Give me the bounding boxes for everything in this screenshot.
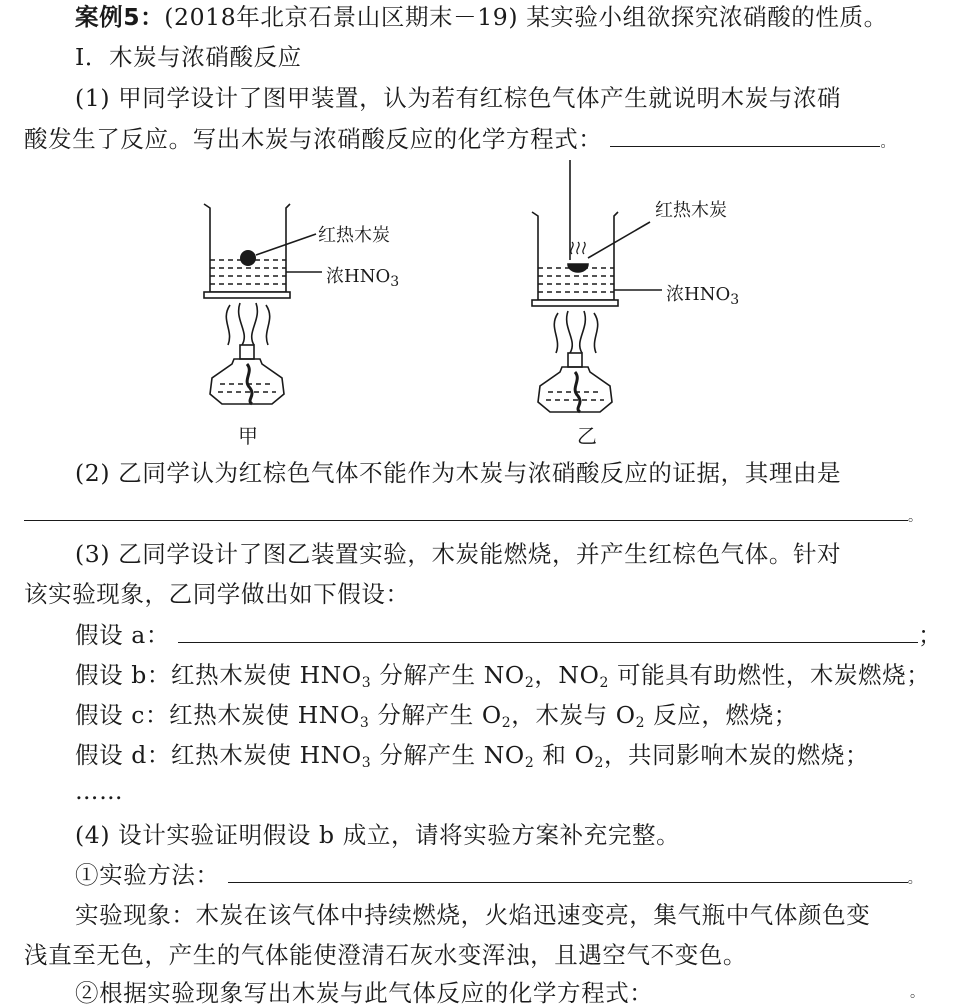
hyp-d-t0: 假设 d：红热木炭使 HNO xyxy=(75,741,362,769)
q4-phenomenon-1: 实验现象：木炭在该气体中持续燃烧，火焰迅速变亮，集气瓶中气体颜色变 xyxy=(75,901,871,929)
hypothesis-d xyxy=(75,740,930,770)
figure-label-yi: 乙 xyxy=(577,424,597,448)
q4-equation-label: ②根据实验现象写出木炭与此气体反应的化学方程式： xyxy=(75,979,654,1007)
q4-method-blank[interactable] xyxy=(228,860,908,883)
q1-text: 酸发生了反应。写出木炭与浓硝酸反应的化学方程式： xyxy=(24,125,603,153)
hyp-c-t2: 分解产生 O xyxy=(369,701,502,729)
hypothesis-a-blank[interactable] xyxy=(178,620,918,643)
q3-line2: 该实验现象，乙同学做出如下假设： xyxy=(24,580,410,608)
hyp-d-s1: 3 xyxy=(361,755,372,771)
right-acid-sub: 3 xyxy=(730,292,740,308)
hypothesis-a-label: 假设 a： xyxy=(75,621,170,649)
hyp-c-t6: 反应，燃烧； xyxy=(645,701,798,729)
q1-line2 xyxy=(24,124,930,158)
q4-equation xyxy=(75,978,930,1008)
ellipsis: …… xyxy=(75,777,124,805)
hyp-b-t2: 分解产生 NO xyxy=(371,661,525,689)
q1-answer-blank[interactable] xyxy=(610,124,880,147)
q4-equation-end: 。 xyxy=(910,985,925,1001)
left-charcoal-label: 红热木炭 xyxy=(318,225,390,246)
q4-method xyxy=(75,860,930,894)
q4-phenomenon-2: 浅直至无色，产生的气体能使澄清石灰水变浑浊，且遇空气不变色。 xyxy=(24,941,747,969)
hyp-c-s5: 2 xyxy=(635,715,646,731)
q2-period: 。 xyxy=(908,509,923,525)
hyp-d-t6: ，共同影响木炭的燃烧； xyxy=(603,741,870,769)
hypothesis-a-end: ； xyxy=(918,621,943,649)
left-acid-sub: 3 xyxy=(390,274,400,290)
hyp-b-s5: 2 xyxy=(599,675,609,691)
left-acid-label xyxy=(326,262,399,288)
hypothesis-b xyxy=(75,660,930,690)
case-source: (2018年北京石景山区期末－19) xyxy=(164,3,519,31)
q4-method-label: ①实验方法： xyxy=(75,861,220,889)
q4-line1: (4) 设计实验证明假设 b 成立，请将实验方案补充完整。 xyxy=(75,821,681,849)
hyp-b-t6: 可能具有助燃性，木炭燃烧； xyxy=(608,661,931,689)
header-line xyxy=(75,2,930,32)
hyp-c-t4: ，木炭与 O xyxy=(511,701,636,729)
q3-line1: (3) 乙同学设计了图乙装置实验，木炭能燃烧，并产生红棕色气体。针对 xyxy=(75,540,842,568)
hyp-d-s5: 2 xyxy=(594,755,604,771)
hyp-b-s1: 3 xyxy=(361,675,372,691)
hyp-c-t0: 假设 c：红热木炭使 HNO xyxy=(75,701,360,729)
hypothesis-c xyxy=(75,700,930,730)
hyp-c-s3: 2 xyxy=(501,715,512,731)
figure-label-jia: 甲 xyxy=(238,424,258,448)
q2-line1: (2) 乙同学认为红棕色气体不能作为木炭与浓硝酸反应的证据，其理由是 xyxy=(75,459,842,487)
hyp-b-t0: 假设 b：红热木炭使 HNO xyxy=(75,661,362,689)
left-acid-text: 浓HNO xyxy=(326,266,391,287)
hyp-b-t4: ，NO xyxy=(534,661,600,689)
hyp-d-s3: 2 xyxy=(524,755,535,771)
hyp-b-s3: 2 xyxy=(524,675,535,691)
hyp-c-s1: 3 xyxy=(359,715,370,731)
hypothesis-a xyxy=(75,620,943,650)
section-title: Ⅰ．木炭与浓硝酸反应 xyxy=(75,43,302,71)
case-label: 案例5： xyxy=(75,3,165,31)
case-intro: 某实验小组欲探究浓硝酸的性质。 xyxy=(526,3,888,31)
right-charcoal-label: 红热木炭 xyxy=(655,200,727,221)
hyp-d-t4: 和 O xyxy=(534,741,595,769)
right-acid-text: 浓HNO xyxy=(666,284,731,305)
q1-line1: (1) 甲同学设计了图甲装置，认为若有红棕色气体产生就说明木炭与浓硝 xyxy=(75,84,842,112)
right-acid-label xyxy=(666,280,739,306)
q2-answer-line xyxy=(24,498,930,532)
q2-answer-blank[interactable] xyxy=(24,498,908,521)
q1-period: 。 xyxy=(880,135,896,151)
hyp-d-t2: 分解产生 NO xyxy=(371,741,525,769)
q4-method-end: 。 xyxy=(907,871,923,887)
